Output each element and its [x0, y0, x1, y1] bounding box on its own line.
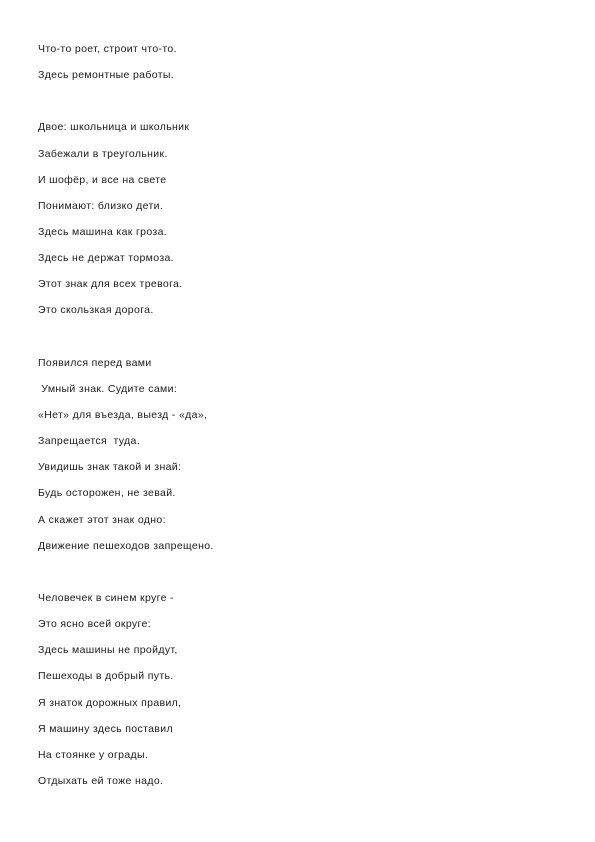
stanza-4: [38, 585, 558, 794]
poem-body: [38, 36, 558, 794]
text-line: Это скользкая дорога.: [38, 304, 154, 317]
text-line: Я машину здесь поставил: [38, 722, 173, 735]
text-line: Человечек в синем круге -: [38, 591, 174, 604]
text-line: Что-то роет, строит что-то.: [38, 43, 177, 55]
text-line: Здесь машина как гроза.: [38, 225, 168, 238]
text-line: Запрещается туда.: [38, 435, 140, 448]
text-line: Понимают: близко дети.: [38, 199, 164, 212]
stanza-3: [38, 350, 558, 559]
text-line: Это ясно всей округе:: [38, 618, 151, 631]
text-line: Движение пешеходов запрещено.: [38, 539, 214, 552]
stanza-gap: [38, 88, 558, 114]
text-line: «Нет» для въезда, выезд - «да»,: [38, 408, 208, 421]
stanza-1: [38, 36, 558, 88]
text-line: Пешеходы в добрый путь.: [38, 670, 174, 683]
text-line: Будь осторожен, не зевай.: [38, 487, 176, 500]
text-line: А скажет этот знак одно:: [38, 513, 166, 526]
text-line: Умный знак. Судите сами:: [38, 382, 178, 395]
text-line: Отдыхать ей тоже надо.: [38, 774, 164, 787]
text-line: Этот знак для всех тревога.: [38, 278, 183, 291]
text-line: На стоянке у ограды.: [38, 748, 149, 761]
text-line: Здесь машины не пройдут,: [38, 644, 178, 657]
stanza-2: [38, 114, 558, 323]
text-line: Я знаток дорожных правил,: [38, 696, 182, 709]
text-line: Увидишь знак такой и знай:: [38, 461, 182, 474]
text-line: Двое: школьница и школьник: [38, 121, 190, 134]
text-line: Здесь не держат тормоза.: [38, 252, 174, 265]
text-line: Забежали в треугольник.: [38, 147, 168, 160]
text-line: И шофёр, и все на свете: [38, 173, 167, 186]
text-line: Появился перед вами: [38, 356, 152, 369]
stanza-gap: [38, 324, 558, 350]
stanza-gap: [38, 559, 558, 585]
text-line: Здесь ремонтные работы.: [38, 69, 175, 82]
